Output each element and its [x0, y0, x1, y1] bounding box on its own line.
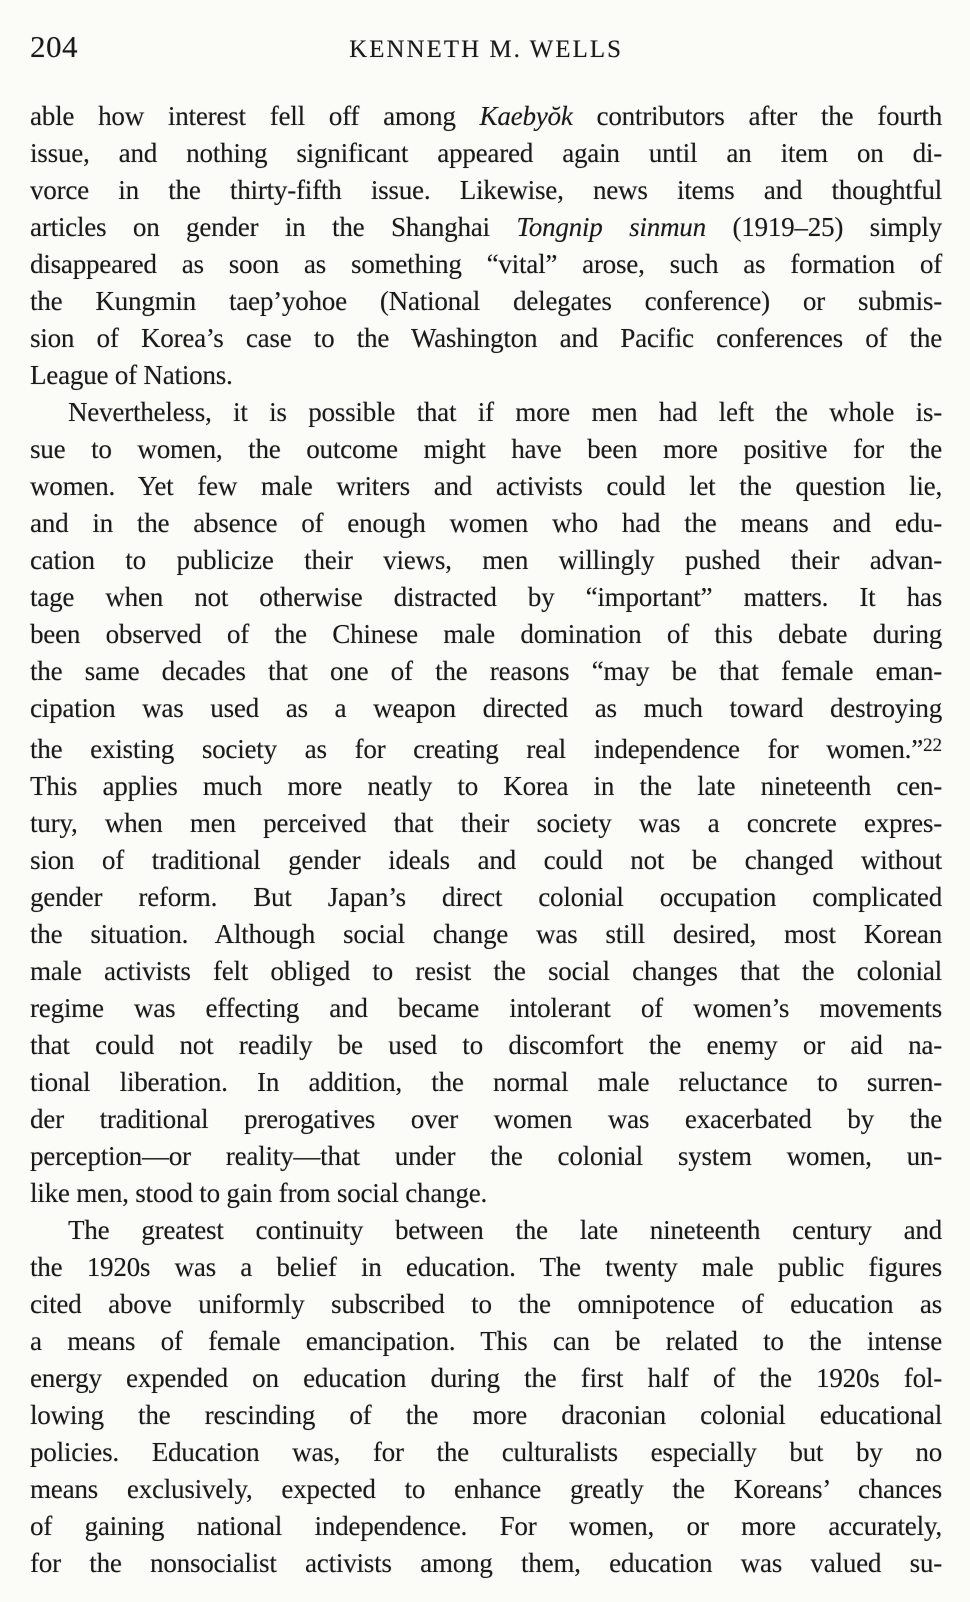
text-segment: disappeared as soon as something “vital” arose, such as formation of — [30, 249, 942, 279]
text-line — [30, 1434, 942, 1471]
text-segment: tage when not otherwise distracted by “important” matters. It has — [30, 582, 942, 612]
text-line — [30, 653, 942, 690]
text-line — [30, 1471, 942, 1508]
text-line — [30, 1360, 942, 1397]
italic-text: Kaebyŏk — [479, 101, 573, 131]
text-line — [30, 172, 942, 209]
text-segment: male activists felt obliged to resist the social changes that the colonial — [30, 956, 942, 986]
text-line — [30, 1397, 942, 1434]
footnote-marker: 22 — [923, 735, 942, 756]
text-line — [30, 768, 942, 805]
text-segment: lowing the rescinding of the more draconian colonial educational — [30, 1400, 942, 1430]
text-line — [30, 431, 942, 468]
text-segment: women. Yet few male writers and activists could let the question lie, — [30, 471, 942, 501]
text-line — [30, 209, 942, 246]
text-line — [30, 1508, 942, 1545]
text-segment: like men, stood to gain from social change. — [30, 1178, 488, 1208]
text-segment: a means of female emancipation. This can be related to the intense — [30, 1326, 942, 1356]
text-line — [30, 1286, 942, 1323]
text-segment: for the nonsocialist activists among them, education was valued su- — [30, 1548, 942, 1578]
text-line — [30, 1545, 942, 1582]
text-segment: of gaining national independence. For women, or more accurately, — [30, 1511, 942, 1541]
text-segment: issue, and nothing significant appeared again until an item on di- — [30, 138, 942, 168]
text-segment: contributors after the fourth — [572, 101, 943, 131]
text-segment: the situation. Although social change was still desired, most Korean — [30, 919, 942, 949]
text-line — [30, 1175, 942, 1212]
text-line — [30, 579, 942, 616]
text-segment: and in the absence of enough women who had the means and edu- — [30, 508, 942, 538]
text-segment: regime was effecting and became intolerant of women’s movements — [30, 993, 942, 1023]
text-line — [30, 727, 942, 768]
running-header-title: KENNETH M. WELLS — [349, 36, 623, 63]
text-line — [30, 1323, 942, 1360]
text-line — [30, 953, 942, 990]
text-segment: the same decades that one of the reasons “may be that female eman- — [30, 656, 942, 686]
text-segment: cation to publicize their views, men willingly pushed their advan- — [30, 545, 942, 575]
text-line — [30, 394, 942, 431]
text-line — [30, 990, 942, 1027]
text-segment: cited above uniformly subscribed to the omnipotence of education as — [30, 1289, 942, 1319]
page-body — [30, 98, 942, 1582]
text-line — [30, 805, 942, 842]
text-segment: sue to women, the outcome might have been more positive for the — [30, 434, 942, 464]
text-line — [30, 1138, 942, 1175]
page-header — [30, 30, 942, 70]
text-line — [30, 616, 942, 653]
text-line — [30, 1249, 942, 1286]
text-segment: vorce in the thirty-fifth issue. Likewise, news items and thoughtful — [30, 175, 942, 205]
text-segment: (1919–25) simply — [705, 212, 942, 242]
text-segment: able how interest fell off among — [30, 101, 480, 131]
text-line — [30, 916, 942, 953]
text-segment: the Kungmin taep’yohoe (National delegates conference) or submis- — [30, 286, 942, 316]
text-segment: means exclusively, expected to enhance greatly the Koreans’ chances — [30, 1474, 942, 1504]
text-segment: energy expended on education during the first half of the 1920s fol- — [30, 1363, 942, 1393]
text-segment: articles on gender in the Shanghai — [30, 212, 517, 242]
text-line — [30, 320, 942, 357]
text-line — [30, 1064, 942, 1101]
text-segment: tury, when men perceived that their society was a concrete expres- — [30, 808, 942, 838]
text-line — [30, 1212, 942, 1249]
text-line — [30, 879, 942, 916]
text-line — [30, 283, 942, 320]
text-line — [30, 842, 942, 879]
text-segment: This applies much more neatly to Korea in the late nineteenth cen- — [30, 771, 942, 801]
text-segment: the existing society as for creating real independence for women.” — [30, 734, 923, 764]
text-line — [30, 98, 942, 135]
text-line — [30, 542, 942, 579]
text-segment: League of Nations. — [30, 360, 233, 390]
text-segment: that could not readily be used to discomfort the enemy or aid na- — [30, 1030, 942, 1060]
text-segment: perception—or reality—that under the colonial system women, un- — [30, 1141, 942, 1171]
text-segment: policies. Education was, for the culturalists especially but by no — [30, 1437, 942, 1467]
text-segment: gender reform. But Japan’s direct colonial occupation complicated — [30, 882, 942, 912]
text-segment: sion of Korea’s case to the Washington and Pacific conferences of the — [30, 323, 942, 353]
page-number: 204 — [30, 29, 78, 64]
text-line — [30, 1027, 942, 1064]
text-segment: Nevertheless, it is possible that if more men had left the whole is- — [68, 397, 942, 427]
text-segment: been observed of the Chinese male domination of this debate during — [30, 619, 942, 649]
text-segment: cipation was used as a weapon directed as much toward destroying — [30, 693, 942, 723]
text-segment: tional liberation. In addition, the normal male reluctance to surren- — [30, 1067, 942, 1097]
text-line — [30, 468, 942, 505]
text-line — [30, 690, 942, 727]
italic-text: Tongnip sinmun — [516, 212, 706, 242]
text-line — [30, 357, 942, 394]
text-segment: der traditional prerogatives over women was exacerbated by the — [30, 1104, 942, 1134]
text-line — [30, 135, 942, 172]
text-line — [30, 1101, 942, 1138]
text-segment: The greatest continuity between the late nineteenth century and — [68, 1215, 942, 1245]
text-line — [30, 505, 942, 542]
text-segment: the 1920s was a belief in education. The twenty male public figures — [30, 1252, 942, 1282]
text-segment: sion of traditional gender ideals and could not be changed without — [30, 845, 942, 875]
text-line — [30, 246, 942, 283]
